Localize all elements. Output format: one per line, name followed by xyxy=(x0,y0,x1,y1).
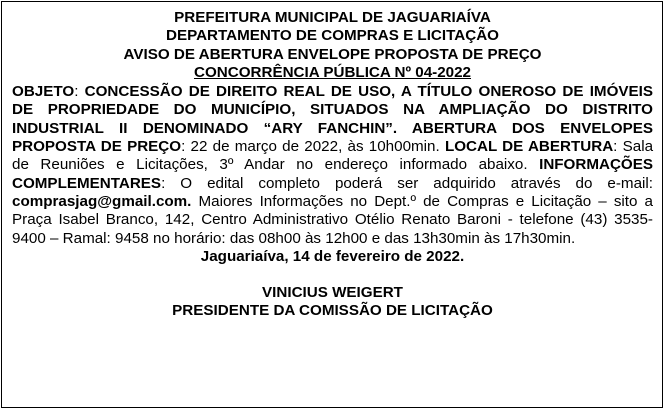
spacer xyxy=(12,266,653,284)
header-municipality: PREFEITURA MUNICIPAL DE JAGUARIAÍVA xyxy=(174,9,491,26)
header-tender-number: CONCORRÊNCIA PÚBLICA Nº 04-2022 xyxy=(193,63,471,81)
header-department: DEPARTAMENTO DE COMPRAS E LICITAÇÃO xyxy=(165,27,499,45)
objeto-text: CONCESSÃO DE DIREITO REAL DE USO, A TÍTULO ONEROSO DE IMÓVEIS DE PROPRIEDADE DO MUNICÍPIO, SITUADOS NA AMPLIAÇÃO DO DISTRITO INDUSTRIAL II DENOMINADO “ARY FANCHIN”. ABERTURA DOS ENVELOPES PROPOSTA DE PREÇO xyxy=(12,83,653,156)
local-text: : Sala de Reuniões e Licitações, 3º Andar no endereço informado abaixo. xyxy=(12,138,654,174)
info-label: INFORMAÇÕES COMPLEMENTARES xyxy=(12,156,653,192)
date-line: Jaguariaíva, 14 de fevereiro de 2022. xyxy=(200,247,465,265)
abertura-text: : 22 de março de 2022, às 10h00min. xyxy=(181,138,445,156)
notice-body xyxy=(12,83,653,248)
objeto-separator: : xyxy=(74,83,85,101)
info-text: : O edital completo poderá ser adquirido através do e-mail: xyxy=(161,174,653,192)
signer-title: PRESIDENTE DA COMISSÃO DE LICITAÇÃO xyxy=(172,302,493,320)
public-notice xyxy=(1,1,663,408)
email-address: comprasjag@gmail.com. xyxy=(12,192,192,210)
signer-name: VINICIUS WEIGERT xyxy=(262,284,403,302)
local-label: LOCAL DE ABERTURA xyxy=(444,138,614,156)
objeto-label: OBJETO xyxy=(12,83,75,101)
header-notice-title: AVISO DE ABERTURA ENVELOPE PROPOSTA DE PREÇO xyxy=(123,45,542,63)
contact-text: Maiores Informações no Dept.º de Compras e Licitação – sito a Praça Isabel Branco, 142, Centro Administrativo Otélio Renato Baroni - telefone (43) 3535-9400 – Ramal: 9458 no horário: das 08h00 às 12h00 e das 13h30min às 17h30min. xyxy=(12,192,653,247)
